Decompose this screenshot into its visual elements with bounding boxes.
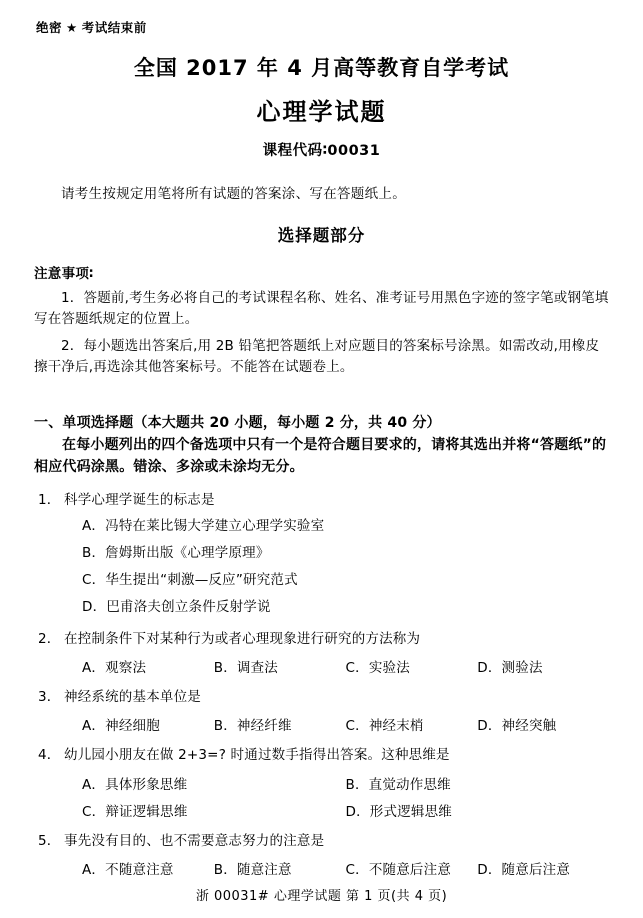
- option-item[interactable]: B．神经纤维: [213, 718, 292, 735]
- course-code: 课程代码∶00031: [262, 143, 381, 159]
- option-item[interactable]: C．实验法: [345, 660, 410, 677]
- option-item[interactable]: B．直觉动作思维: [345, 776, 451, 793]
- option-item[interactable]: B．詹姆斯出版《心理学原理》: [82, 545, 270, 562]
- option-item[interactable]: B．调查法: [213, 660, 279, 677]
- question-item: [34, 490, 609, 618]
- option-item[interactable]: A．不随意注意: [82, 861, 174, 878]
- question-text: 事先没有目的、也不需要意志努力的注意是: [64, 832, 325, 849]
- question-stem: [34, 687, 609, 707]
- option-item[interactable]: A．具体形象思维: [82, 776, 188, 793]
- option-item[interactable]: C．神经末梢: [345, 718, 424, 735]
- option-item[interactable]: A．观察法: [82, 660, 147, 677]
- option-row: [34, 800, 609, 820]
- option-row: [34, 773, 609, 793]
- question-item: [34, 629, 609, 676]
- subject-title: 心理学试题: [256, 98, 387, 126]
- question-text: 科学心理学诞生的标志是: [64, 491, 215, 508]
- question-item: [34, 745, 609, 819]
- question-stem: [34, 490, 609, 510]
- question-number: 5．: [38, 832, 61, 849]
- question-number: 2．: [38, 630, 61, 647]
- option-item[interactable]: C．辩证逻辑思维: [82, 803, 188, 820]
- secret-header: [36, 18, 609, 36]
- option-item[interactable]: D．神经突触: [477, 718, 557, 735]
- option-item[interactable]: B．随意注意: [213, 861, 292, 878]
- question-number: 4．: [38, 747, 61, 764]
- question-stem: [34, 831, 609, 851]
- option-row: [34, 858, 609, 878]
- big-question-line2: 在每小题列出的四个备选项中只有一个是符合题目要求的，请将其选出并将“答题纸”的相应代码涂黑。错涂、多涂或未涂均无分。: [34, 437, 607, 476]
- question-stem: [34, 745, 609, 765]
- question-item: [34, 831, 609, 878]
- big-question-heading: [34, 412, 609, 479]
- page-title: 全国 2017 年 4 月高等教育自学考试: [133, 56, 510, 80]
- option-row: [34, 714, 609, 734]
- attention-item: 2．每小题选出答案后,用 2B 铅笔把答题纸上对应题目的答案标号涂黑。如需改动,用橡皮擦干净后,再选涂其他答案标号。不能答在试题卷上。: [34, 337, 600, 375]
- option-row: [34, 656, 609, 676]
- option-item[interactable]: C．不随意后注意: [345, 861, 452, 878]
- page-footer: 浙 00031# 心理学试题 第 1 页(共 4 页): [195, 889, 448, 904]
- option-item[interactable]: C．华生提出“刺激—反应”研究范式: [82, 571, 298, 588]
- option-item[interactable]: D．形式逻辑思维: [345, 803, 452, 820]
- star-icon: ★: [66, 20, 78, 35]
- section-title: 选择题部分: [277, 226, 366, 245]
- secret-suffix: 考试结束前: [81, 20, 147, 35]
- question-text: 神经系统的基本单位是: [64, 689, 201, 706]
- question-number: 1．: [38, 491, 61, 508]
- question-number: 3．: [38, 689, 61, 706]
- option-item[interactable]: D．巴甫洛夫创立条件反射学说: [82, 598, 271, 615]
- question-stem: [34, 629, 609, 649]
- top-notice: 请考生按规定用笔将所有试题的答案涂、写在答题纸上。: [61, 186, 406, 202]
- attention-item: 1．答题前,考生务必将自己的考试课程名称、姓名、准考证号用黑色字迹的签字笔或钢笔填写在答题纸规定的位置上。: [34, 290, 609, 327]
- option-item[interactable]: D．测验法: [477, 660, 543, 677]
- question-text: 在控制条件下对某种行为或者心理现象进行研究的方法称为: [64, 630, 421, 647]
- big-question-line1: 一、单项选择题（本大题共 20 小题，每小题 2 分，共 40 分）: [34, 414, 441, 431]
- question-item: [34, 687, 609, 734]
- attention-heading: 注意事项∶: [34, 266, 94, 282]
- question-text: 幼儿园小朋友在做 2+3=? 时通过数手指得出答案。这种思维是: [64, 747, 450, 764]
- secret-label: 绝密: [36, 20, 63, 35]
- option-item[interactable]: A．神经细胞: [82, 718, 160, 735]
- option-item[interactable]: D．随意后注意: [477, 861, 571, 878]
- option-item[interactable]: A．冯特在莱比锡大学建立心理学实验室: [82, 518, 325, 535]
